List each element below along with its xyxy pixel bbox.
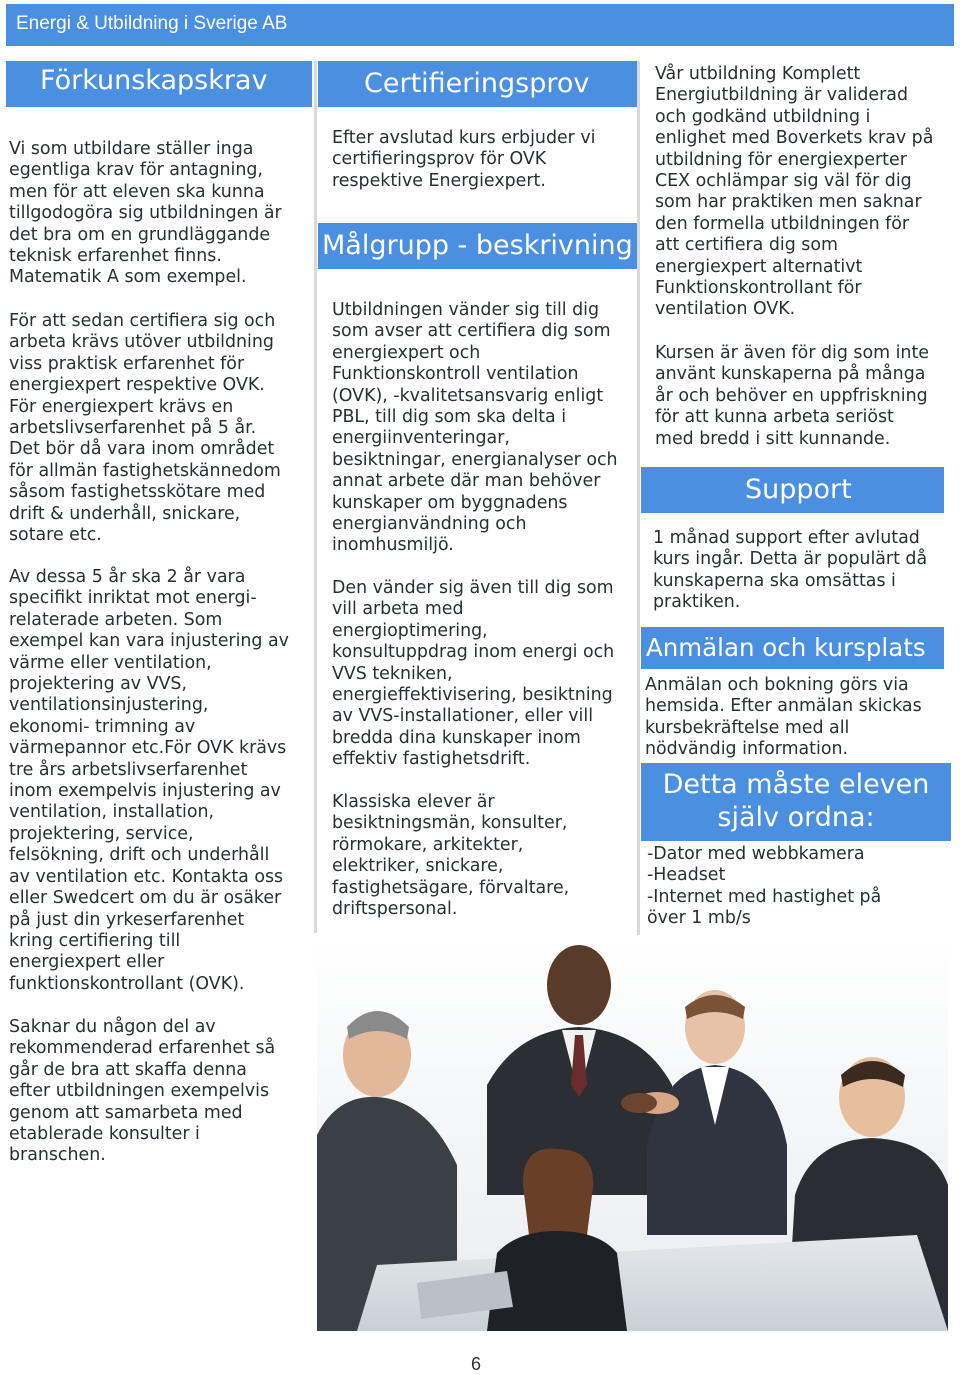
prerequisites-title: Förkunskapskrav — [40, 65, 268, 96]
business-meeting-photo — [317, 935, 948, 1331]
requirement-item: -Dator med webbkamera — [647, 844, 865, 864]
requirements-heading — [641, 763, 951, 841]
target-group-paragraph-2: Den vänder sig även till dig som vill arbeta med energioptimering, konsultuppdrag inom energi och VVS tekniken, energieffektivisering, besiktning av VVS-installationer, eller vill bredda dina kunskaper inom effektiv fastighetsdrift. — [332, 578, 615, 770]
support-heading — [641, 467, 944, 513]
validation-paragraph: Vår utbildning Komplett Energiutbildning är validerad och godkänd utbildning i enlighet med Boverkets krav på utbildning för energiexperter CEX ochlämpar sig väl för dig som har praktiken men saknar den formella utbildningen för att certifiera dig som energiexpert alternativt Funktionskontrollant för ventilation OVK. — [655, 64, 934, 320]
requirement-item: -Internet med hastighet på över 1 mb/s — [647, 886, 882, 929]
header-banner — [6, 4, 954, 46]
prerequisites-paragraph-4: Saknar du någon del av rekommenderad erfarenhet så går de bra att skaffa denna efter utbildningen exempelvis genom att samarbeta med etablerade konsulter i branschen. — [9, 1017, 276, 1166]
signup-heading — [641, 627, 944, 669]
prerequisites-paragraph-1: Vi som utbildare ställer inga egentliga krav för antagning, men för att eleven ska kunna tillgodogöra sig utbildningen är det bra om en grundläggande teknisk erfarenhet finns. Matematik A som exempel. — [9, 139, 282, 288]
prerequisites-paragraph-2: För att sedan certifiera sig och arbeta krävs utöver utbildning viss praktisk erfarenhet för energiexpert respektive OVK. För energiexpert krävs en arbetslivserfarenhet på 5 år. Det bör då vara inom området för allmän fastighetskännedom såsom fastighetsskötare med drift & underhåll, snickare, sotare etc. — [9, 311, 281, 546]
prerequisites-paragraph-3: Av dessa 5 år ska 2 år vara specifikt inriktat mot energi- relaterade arbeten. Som exempel kan vara injustering av värme eller ventilation, projektering av VVS, ventilationsinjustering, ekonomi- trimning av värmepannor etc.För OVK krävs tre års arbetslivserfarenhet inom exempelvis injustering av ventilation, installation, projektering, service, felsökning, drift och underhåll av ventilation etc. Kontakta oss eller Swedcert om du är osäker på just din yrkeserfarenhet kring certifiering till energiexpert eller funktionskontrollant (OVK). — [9, 567, 289, 994]
prerequisites-heading — [6, 61, 312, 107]
certification-text: Efter avslutad kurs erbjuder vi certifieringsprov för OVK respektive Energiexpert. — [332, 128, 596, 191]
certification-title: Certifieringsprov — [364, 68, 590, 99]
certification-heading — [318, 61, 637, 107]
support-title: Support — [745, 474, 852, 505]
requirements-title: Detta måste eleven själv ordna: — [662, 769, 930, 833]
signup-text: Anmälan och bokning görs via hemsida. Efter anmälan skickas kursbekräftelse med all nödvändig information. — [645, 675, 922, 760]
signup-title: Anmälan och kursplats — [646, 633, 926, 662]
target-group-paragraph-1: Utbildningen vänder sig till dig som avser att certifiera dig som energiexpert och Funktionskontroll ventilation (OVK), -kvalitetsansvarig enligt PBL, till dig som ska delta i energiinventeringar, besiktningar, energianalyser och annat arbete där man behöver kunskaper om byggnadens energianvändning och inomhusmiljö. — [332, 300, 618, 556]
column-divider-1 — [314, 61, 317, 933]
company-name: Energi & Utbildning i Sverige AB — [16, 13, 288, 34]
requirements-list — [647, 844, 947, 930]
target-group-title: Målgrupp - beskrivning — [322, 230, 633, 261]
support-text: 1 månad support efter avlutad kurs ingår. Detta är populärt då kunskaperna ska omsättas i praktiken. — [653, 528, 928, 613]
requirement-item: -Headset — [647, 865, 726, 886]
refresh-paragraph: Kursen är även för dig som inte använt kunskaperna på många år och behöver en uppfriskning för att kunna arbeta seriöst med bredd i sitt kunnande. — [655, 343, 929, 449]
page-number: 6 — [470, 1354, 481, 1374]
target-group-paragraph-3: Klassiska elever är besiktningsmän, konsulter, rörmokare, arkitekter, elektriker, snickare, fastighetsägare, förvaltare, driftspersonal. — [332, 792, 570, 920]
target-group-heading — [318, 223, 637, 269]
column-divider-2 — [637, 61, 640, 937]
